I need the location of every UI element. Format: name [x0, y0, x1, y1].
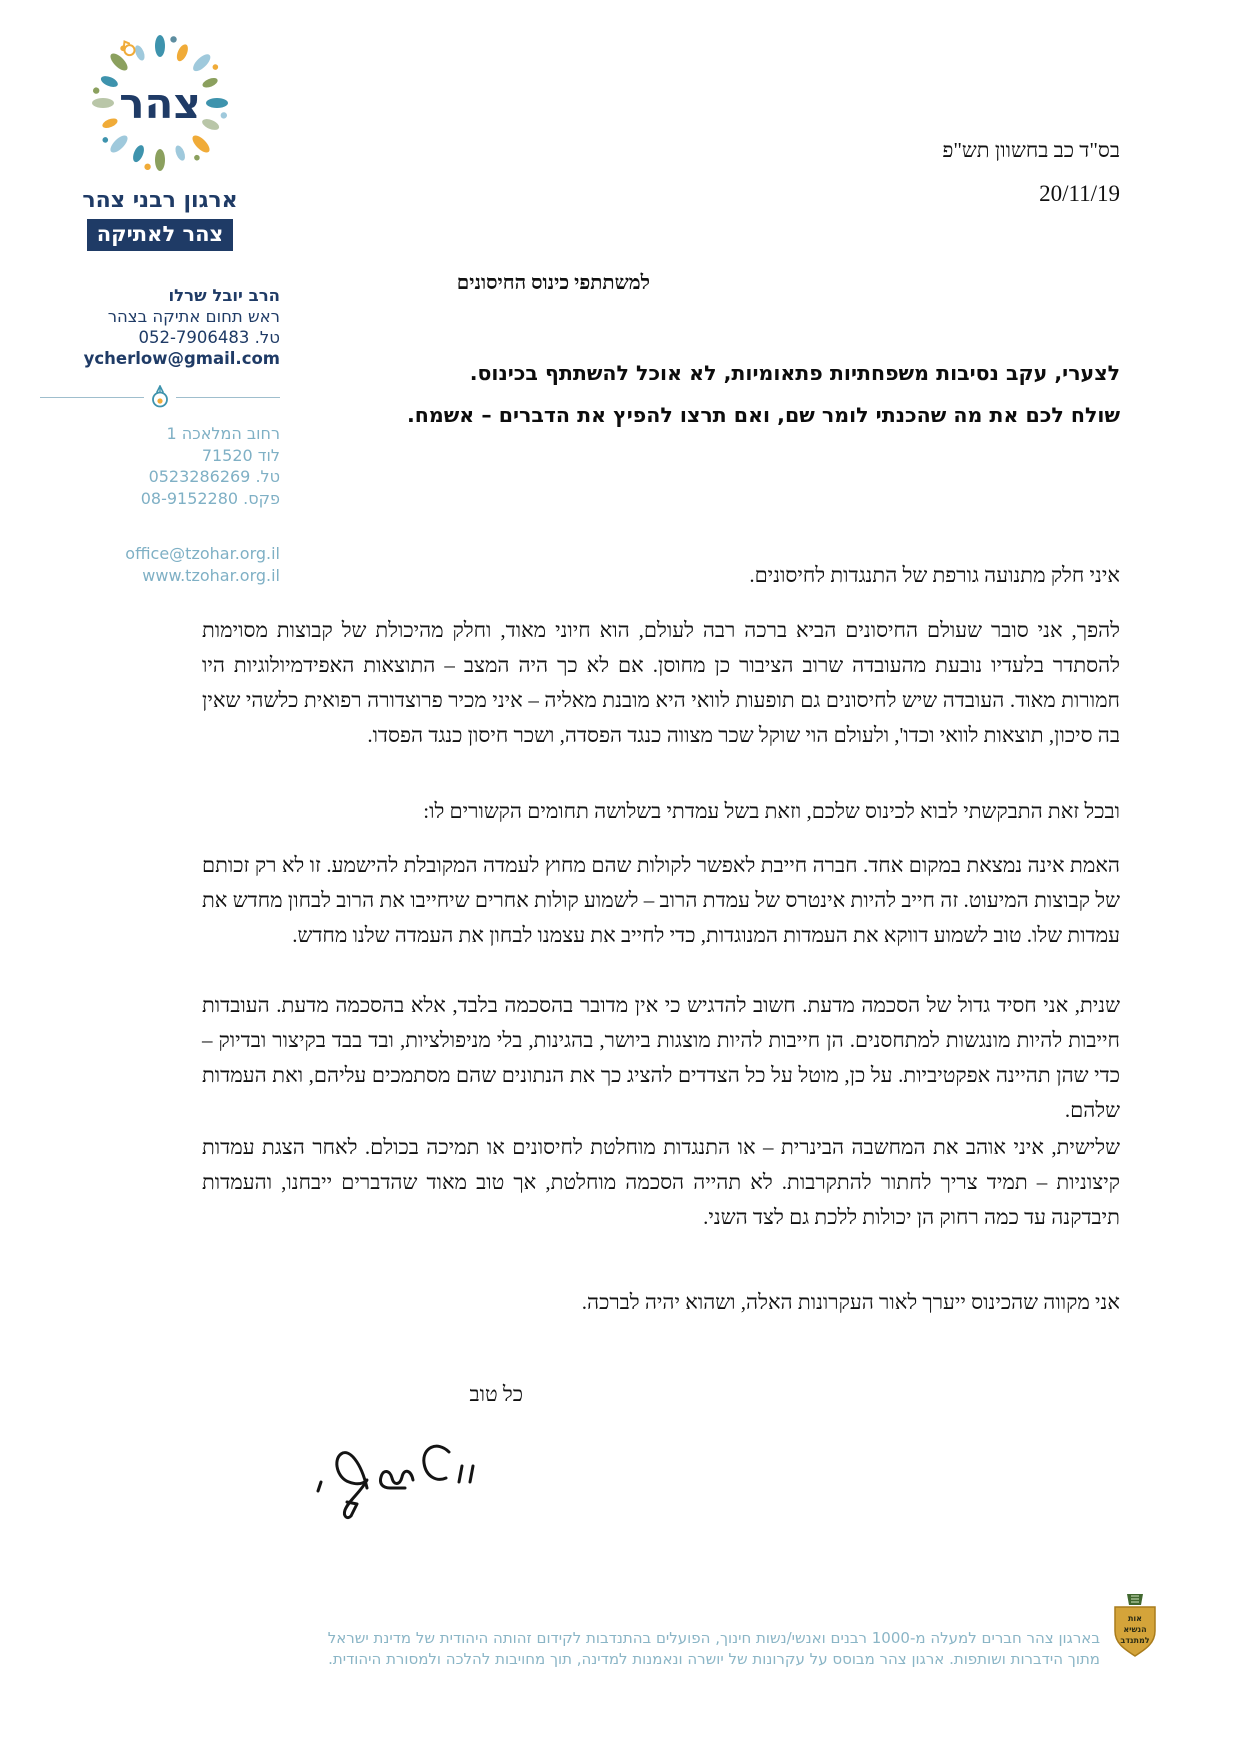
footer-line-2: מתוך הידברות ושותפות. ארגון צהר מבוסס על עקרונות של יושרה ונאמנות למדינה, תוך מחויבות להלכה ולמסורת היהודית. [328, 1650, 1100, 1668]
award-line-1: אות [1127, 1614, 1143, 1623]
address-fax: פקס. 08-9152280 [140, 488, 280, 508]
date-block [942, 138, 1120, 207]
paragraph-7: אני מקווה שהכינוס ייערך לאור העקרונות האלה, ושהוא יהיה לברכה. [581, 1290, 1120, 1314]
sidebar [40, 28, 280, 586]
paragraph-2: להפך, אני סובר שעולם החיסונים הביא ברכה רבה לעולם, הוא חיוני מאוד, וחלק מהיכולת של קבוצות מסוימות להסתדר בלעדיו נובעת מהעובדה שרוב הציבור כן מחוסן. אם לא כך היה המצב – התוצאות האפידמיולוגיות היו חמורות מאוד. העובדה שיש לחיסונים גם תופעות לוואי היא מובנת מאליה – איני מכיר פרוצדורה רפואית כלשהי שאין בה סיכון, תוצאות לוואי וכדו', ולעולם הוי שוקל שכר מצווה כנגד הפסדה, ושכר חיסון כנגד הפסדו. [202, 618, 1120, 747]
tzohar-logo [85, 28, 235, 182]
intro-block [200, 352, 1120, 436]
paragraph-6: שלישית, איני אוהב את המחשבה הבינרית – או התנגדות מוחלטת לחיסונים או תמיכה בכולם. לאחר הצגת עמדות קיצוניות – תמיד צריך לחתור להתקרבות. לא תהייה הסכמה מוחלטת, אך טוב מאוד שהדברים ייבחנו, והעמדות תיבדקנה עד כמה רחוק הן יכולות ללכת גם לצד השני. [202, 1135, 1120, 1229]
website-link[interactable]: www.tzohar.org.il [142, 565, 280, 585]
intro-line-2: שולח לכם את מה שהכנתי לומר שם, ואם תרצו להפיץ את הדברים – אשמח. [407, 403, 1120, 427]
office-email-link[interactable]: office@tzohar.org.il [125, 544, 280, 563]
pomegranate-icon [150, 385, 170, 409]
award-line-3: למתנדב [1120, 1636, 1150, 1645]
contact-role: ראש תחום אתיקה בצהר [107, 307, 280, 326]
footer-line-1: בארגון צהר חברים למעלה מ-1000 רבנים ואנשי/נשות חינוך, הפועלים בהתנדבות לקידום זהותה היהודית של מדינת ישראל [327, 1629, 1100, 1647]
address-phone: טל. 0523286269 [148, 467, 280, 486]
address-city: לוד 71520 [201, 445, 280, 465]
paragraph-3: ובכל זאת התבקשתי לבוא לכינוס שלכם, וזאת בשל עמדתי בשלושה תחומים הקשורים לו: [423, 799, 1120, 823]
handwritten-signature-icon [305, 1432, 490, 1532]
contact-phone: טל. 052-7906483 [138, 328, 280, 347]
contact-name: הרב יובל שרלו [168, 286, 280, 305]
gregorian-date: 20/11/19 [1039, 181, 1120, 206]
org-tag-badge: צהר לאתיקה [87, 219, 234, 251]
org-name: ארגון רבני צהר [82, 188, 238, 213]
signature [305, 1432, 490, 1536]
closing-salutation: כל טוב [469, 1382, 523, 1406]
award-shield-icon [1108, 1592, 1162, 1660]
footer-text [270, 1628, 1100, 1670]
letter-subject: למשתתפי כינוס החיסונים [456, 272, 650, 294]
paragraph-5: שנית, אני חסיד גדול של הסכמה מדעת. חשוב להדגיש כי אין מדובר בהסכמה בלבד, אלא בהסכמה מדעת. העובדות חייבות להיות מונגשות למתחסנים. הן חייבות להיות מוצגות ביושר, בהגינות, בלי מניפולציות, ובד בבד בקיצור ובדיוק – כדי שהן תהיינה אפקטיביות. על כן, מוטל על כל הצדדים להציג כך את הנתונים שהם מסתמכים עליהם, ואת העמדות שלהם. [202, 993, 1120, 1122]
logo-wordmark: צהר [119, 79, 201, 128]
paragraph-1: איני חלק מתנועה גורפת של התנגדות לחיסונים. [749, 563, 1120, 587]
contact-email[interactable]: ycherlow@gmail.com [83, 349, 280, 368]
presidents-volunteer-award-emblem [1108, 1592, 1162, 1660]
hebrew-date: בס"ד כב בחשוון תש"פ [942, 138, 1120, 162]
paragraph-4: האמת אינה נמצאת במקום אחד. חברה חייבת לאפשר לקולות שהם מחוץ לעמדה המקובלת להישמע. זו לא רק זכותם של קבוצות המיעוט. זה חייב להיות אינטרס של עמדת הרוב – לשמוע קולות אחרים שיחייבו את הרוב לבחון מחדש את עמדות שלו. טוב לשמוע דווקא את העמדות המנוגדות, כדי לחייב את עצמנו לבחון את העמדה שלנו מחדש. [202, 853, 1120, 947]
intro-line-1: לצערי, עקב נסיבות משפחתיות פתאומיות, לא אוכל להשתתף בכינוס. [469, 361, 1120, 385]
award-line-2: הנשיא [1123, 1625, 1147, 1634]
address-street: רחוב המלאכה 1 [166, 424, 280, 443]
tzohar-wreath-icon [85, 28, 235, 178]
